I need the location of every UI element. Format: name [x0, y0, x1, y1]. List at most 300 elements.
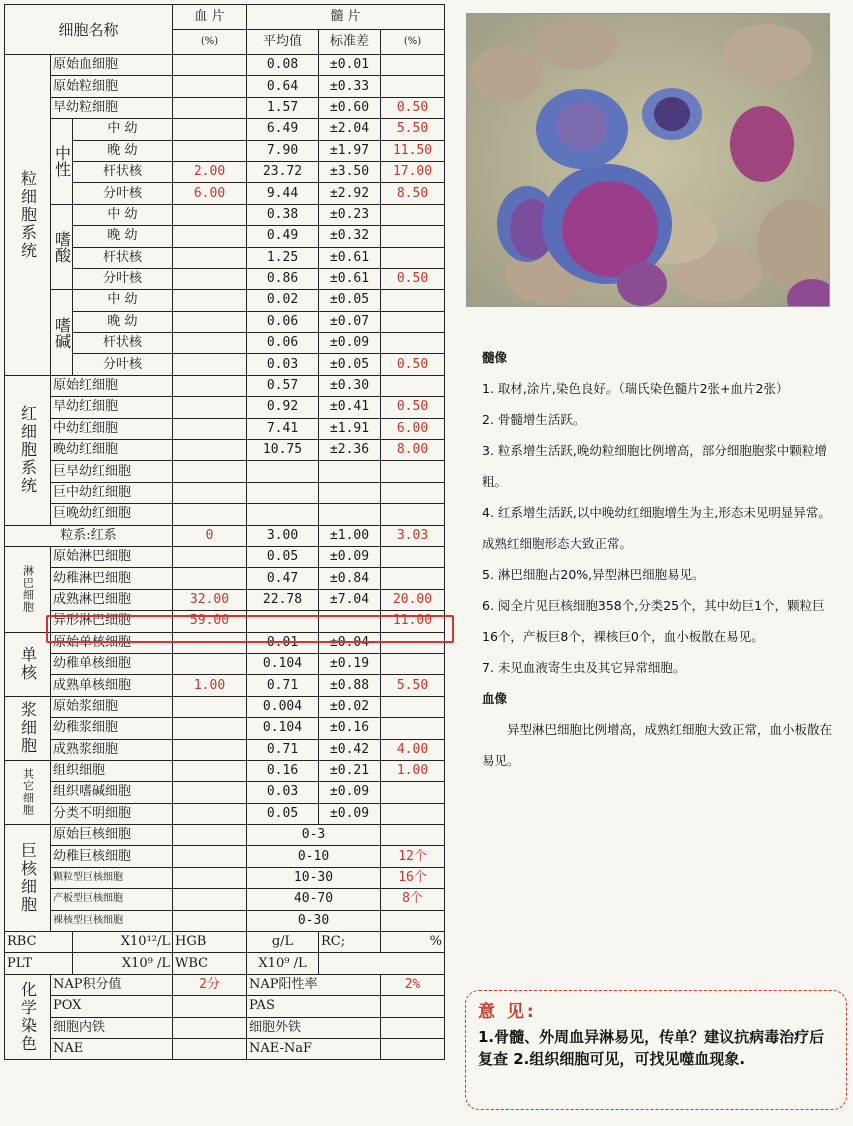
opinion-body: 1.骨髓、外周血异淋易见，传单？建议抗病毒治疗后复查 2.组织细胞可见，可找见噬血现象.: [478, 1028, 825, 1068]
marrow-pct-value: 6.00: [381, 418, 445, 439]
blood-pct-value: 32.00: [173, 589, 247, 610]
marrow-pct-value: [381, 568, 445, 589]
marrow-pct-value: 0.50: [381, 97, 445, 118]
marrow-pct-value: 1.00: [381, 760, 445, 781]
sd-value: ±0.32: [319, 226, 381, 247]
sd-value: ±0.61: [319, 247, 381, 268]
mean-value: 0.16: [247, 760, 319, 781]
mean-value: 0.47: [247, 568, 319, 589]
cell-name: 巨晚幼红细胞: [51, 504, 173, 525]
table-row: [5, 675, 445, 696]
cell-name: 异形淋巴细胞: [51, 611, 173, 632]
lab-info-row: [5, 932, 445, 953]
stain-name: 细胞内铁: [51, 1017, 173, 1038]
table-row: [5, 739, 445, 760]
table-row: [5, 461, 445, 482]
mean-value: 0.03: [247, 354, 319, 375]
marrow-pct-value: [381, 76, 445, 97]
mean-value: 0.03: [247, 782, 319, 803]
blood-findings-title: 血像: [482, 691, 508, 706]
blood-pct-value: [173, 354, 247, 375]
marrow-pct-value: 3.03: [381, 525, 445, 546]
mean-value: 7.90: [247, 140, 319, 161]
table-row: [5, 889, 445, 910]
group-label-granulocyte: 粒细胞系统: [5, 55, 51, 376]
sd-value: ±0.41: [319, 397, 381, 418]
stain-value: [381, 1038, 445, 1059]
sd-value: ±0.88: [319, 675, 381, 696]
blood-pct-value: [173, 696, 247, 717]
cell-name: 巨早幼红细胞: [51, 461, 173, 482]
cell-name: 中幼红细胞: [51, 418, 173, 439]
sd-value: ±1.00: [319, 525, 381, 546]
marrow-finding-4: 4. 红系增生活跃,以中晚幼红细胞增生为主,形态未见明显异常。成熟红细胞形态大致正常。: [482, 505, 831, 551]
sd-value: ±2.04: [319, 119, 381, 140]
table-row: [5, 825, 445, 846]
mean-value: 0.49: [247, 226, 319, 247]
blood-pct-value: [173, 739, 247, 760]
blood-pct-value: [173, 397, 247, 418]
blood-pct-value: [173, 867, 247, 888]
blood-pct-value: [173, 226, 247, 247]
cell-name: 幼稚淋巴细胞: [51, 568, 173, 589]
mean-value: 7.41: [247, 418, 319, 439]
lab-unit: X10⁹ /L: [73, 953, 173, 974]
mean-value: 0.71: [247, 739, 319, 760]
marrow-finding-2: 2. 骨髓增生活跃。: [482, 412, 586, 427]
mean-value: 0.64: [247, 76, 319, 97]
chem-stain-row: [5, 1038, 445, 1059]
stain-value: 2%: [381, 974, 445, 995]
marrow-pct-value: [381, 204, 445, 225]
chem-stain-label: 化学染色: [5, 974, 51, 1060]
cell-name: 原始血细胞: [51, 55, 173, 76]
marrow-pct-value: [381, 504, 445, 525]
sd-value: [319, 611, 381, 632]
stain-name: NAP积分值: [51, 974, 173, 995]
marrow-pct-value: 20.00: [381, 589, 445, 610]
blood-pct-value: [173, 119, 247, 140]
group-label-plasma: 浆细胞: [5, 696, 51, 760]
sd-value: ±0.09: [319, 782, 381, 803]
mean-value: 0.004: [247, 696, 319, 717]
marrow-pct-value: 11.50: [381, 140, 445, 161]
marrow-pct-value: [381, 653, 445, 674]
chem-stain-row: [5, 974, 445, 995]
header-sd: 标准差: [319, 30, 381, 55]
blood-pct-value: [173, 268, 247, 289]
cell-name: 中 幼: [73, 204, 173, 225]
lab-unit: X10¹²/L: [73, 932, 173, 953]
cell-name: 晚幼红细胞: [51, 440, 173, 461]
cell-name: 分类不明细胞: [51, 803, 173, 824]
stain-name: 细胞外铁: [247, 1017, 381, 1038]
sd-value: ±0.30: [319, 375, 381, 396]
group-label-mega: 巨核细胞: [5, 825, 51, 932]
marrow-count-table: [4, 4, 445, 1060]
reference-range: 0-30: [247, 910, 381, 931]
sd-value: ±0.04: [319, 632, 381, 653]
cell-name: 原始淋巴细胞: [51, 546, 173, 567]
stain-value: [173, 1017, 247, 1038]
sd-value: ±0.09: [319, 333, 381, 354]
sd-value: ±0.09: [319, 803, 381, 824]
header-mean: 平均值: [247, 30, 319, 55]
mean-value: [247, 611, 319, 632]
blood-pct-value: [173, 782, 247, 803]
sd-value: ±0.09: [319, 546, 381, 567]
marrow-pct-value: 17.00: [381, 161, 445, 182]
mean-value: 0.02: [247, 290, 319, 311]
cell-name: 原始粒细胞: [51, 76, 173, 97]
report-notes: [482, 342, 837, 776]
blood-pct-value: 6.00: [173, 183, 247, 204]
blood-pct-value: [173, 803, 247, 824]
lab-info-row: [5, 953, 445, 974]
table-row: [5, 76, 445, 97]
marrow-finding-5: 5. 淋巴细胞占20%,异型淋巴细胞易见。: [482, 567, 705, 582]
marrow-pct-value: [381, 226, 445, 247]
mean-value: 9.44: [247, 183, 319, 204]
table-row: [5, 204, 445, 225]
marrow-finding-3: 3. 粒系增生活跃,晚幼粒细胞比例增高，部分细胞胞浆中颗粒增粗。: [482, 443, 827, 489]
marrow-pct-value: [381, 290, 445, 311]
cell-name: 组织细胞: [51, 760, 173, 781]
stain-value: [173, 996, 247, 1017]
blood-pct-value: [173, 461, 247, 482]
subgroup-label-basophil: 嗜碱: [51, 290, 73, 376]
marrow-pct-value: [381, 718, 445, 739]
stain-name: NAP阳性率: [247, 974, 381, 995]
opinion-box: [465, 990, 847, 1110]
mean-value: 0.57: [247, 375, 319, 396]
sd-value: ±0.61: [319, 268, 381, 289]
sd-value: ±0.21: [319, 760, 381, 781]
header-marrow-smear: 髓 片: [247, 5, 445, 30]
mean-value: 10.75: [247, 440, 319, 461]
table-row: [5, 867, 445, 888]
header-blood-pct: (%): [173, 30, 247, 55]
stain-value: [381, 1017, 445, 1038]
marrow-pct-value: 8个: [381, 889, 445, 910]
marrow-pct-value: 0.50: [381, 268, 445, 289]
sd-value: [319, 504, 381, 525]
marrow-pct-value: 4.00: [381, 739, 445, 760]
marrow-pct-value: 11.00: [381, 611, 445, 632]
blood-pct-value: [173, 910, 247, 931]
mean-value: 23.72: [247, 161, 319, 182]
stain-name: PAS: [247, 996, 381, 1017]
marrow-pct-value: [381, 482, 445, 503]
table-row: [5, 803, 445, 824]
table-row: [5, 546, 445, 567]
mean-value: 0.38: [247, 204, 319, 225]
sd-value: ±0.19: [319, 653, 381, 674]
cell-name: 晚 幼: [73, 140, 173, 161]
blood-pct-value: 0: [173, 525, 247, 546]
cell-name: 成熟淋巴细胞: [51, 589, 173, 610]
header-cell-name: 细胞名称: [5, 5, 173, 55]
marrow-pct-value: [381, 311, 445, 332]
cell-name: 成熟单核细胞: [51, 675, 173, 696]
blood-pct-value: [173, 375, 247, 396]
blood-pct-value: [173, 97, 247, 118]
marrow-pct-value: [381, 55, 445, 76]
blood-pct-value: [173, 825, 247, 846]
cell-name: 晚 幼: [73, 226, 173, 247]
blood-pct-value: [173, 440, 247, 461]
empty-cell: [319, 953, 445, 974]
marrow-pct-value: [381, 546, 445, 567]
table-row: [5, 397, 445, 418]
stain-name: POX: [51, 996, 173, 1017]
opinion-title: 意 见:: [478, 1002, 537, 1022]
reference-range: 0-3: [247, 825, 381, 846]
blood-pct-value: [173, 504, 247, 525]
group-label-lymph: 淋巴细胞: [5, 546, 51, 632]
cell-name: 中 幼: [73, 290, 173, 311]
cell-name: 裸核型巨核细胞: [51, 910, 173, 931]
mean-value: 22.78: [247, 589, 319, 610]
blood-pct-value: [173, 718, 247, 739]
blood-pct-value: [173, 76, 247, 97]
cell-name: 早幼红细胞: [51, 397, 173, 418]
cell-name: 晚 幼: [73, 311, 173, 332]
table-row: [5, 718, 445, 739]
table-row: [5, 782, 445, 803]
sd-value: ±0.84: [319, 568, 381, 589]
table-row: [5, 482, 445, 503]
cell-name: 分叶核: [73, 354, 173, 375]
stain-value: [381, 996, 445, 1017]
sd-value: ±0.05: [319, 290, 381, 311]
table-row: [5, 440, 445, 461]
blood-pct-value: [173, 247, 247, 268]
marrow-pct-value: 12个: [381, 846, 445, 867]
marrow-finding-6: 6. 阅全片见巨核细胞358个,分类25个，其中幼巨1个，颗粒巨16个，产板巨8个，裸核巨0个，血小板散在易见。: [482, 598, 825, 644]
cell-name: 颗粒型巨核细胞: [51, 867, 173, 888]
table-row: [5, 910, 445, 931]
sd-value: ±0.33: [319, 76, 381, 97]
marrow-pct-value: [381, 247, 445, 268]
cell-name: 幼稚巨核细胞: [51, 846, 173, 867]
blood-pct-value: 1.00: [173, 675, 247, 696]
sd-value: ±3.50: [319, 161, 381, 182]
mean-value: 0.104: [247, 718, 319, 739]
marrow-pct-value: [381, 803, 445, 824]
cell-name: 原始巨核细胞: [51, 825, 173, 846]
mean-value: 0.06: [247, 333, 319, 354]
cell-name: 组织嗜碱细胞: [51, 782, 173, 803]
stain-name: NAE-NaF: [247, 1038, 381, 1059]
mean-value: 0.92: [247, 397, 319, 418]
blood-pct-value: 2.00: [173, 161, 247, 182]
sd-value: ±2.36: [319, 440, 381, 461]
marrow-pct-value: [381, 782, 445, 803]
mean-value: 0.05: [247, 546, 319, 567]
blood-pct-value: [173, 546, 247, 567]
marrow-pct-value: 0.50: [381, 354, 445, 375]
marrow-pct-value: 16个: [381, 867, 445, 888]
lab-label: RC;: [319, 932, 381, 953]
mean-value: 1.57: [247, 97, 319, 118]
blood-pct-value: [173, 482, 247, 503]
table-row: [5, 525, 445, 546]
header-blood-smear: 血 片: [173, 5, 247, 30]
mean-value: 0.06: [247, 311, 319, 332]
chem-stain-row: [5, 996, 445, 1017]
blood-pct-value: [173, 204, 247, 225]
lab-unit: %: [381, 932, 445, 953]
sd-value: ±0.16: [319, 718, 381, 739]
group-label-erythroid: 红细胞系统: [5, 375, 51, 525]
cell-name: 中 幼: [73, 119, 173, 140]
sd-value: ±7.04: [319, 589, 381, 610]
blood-pct-value: [173, 653, 247, 674]
table-row: [5, 611, 445, 632]
cell-name: 分叶核: [73, 268, 173, 289]
blood-pct-value: [173, 55, 247, 76]
marrow-pct-value: 0.50: [381, 397, 445, 418]
marrow-pct-value: 8.00: [381, 440, 445, 461]
lab-label: RBC: [5, 932, 73, 953]
group-label-other: 其它细胞: [5, 760, 51, 824]
sd-value: ±0.02: [319, 696, 381, 717]
mean-value: 0.01: [247, 632, 319, 653]
marrow-finding-1: 1. 取材,涂片,染色良好。（瑞氏染色髓片2张+血片2张）: [482, 381, 789, 396]
chem-stain-row: [5, 1017, 445, 1038]
table-row: [5, 632, 445, 653]
marrow-pct-value: [381, 910, 445, 931]
micrograph-image: [467, 14, 829, 306]
table-row: [5, 653, 445, 674]
table-row: [5, 568, 445, 589]
sd-value: ±0.07: [319, 311, 381, 332]
table-row: [5, 290, 445, 311]
cell-name: 幼稚单核细胞: [51, 653, 173, 674]
reference-range: 40-70: [247, 889, 381, 910]
lab-unit: g/L: [247, 932, 319, 953]
cell-name: 原始红细胞: [51, 375, 173, 396]
sd-value: [319, 461, 381, 482]
mean-value: 0.05: [247, 803, 319, 824]
bone-marrow-micrograph: [466, 13, 830, 307]
sd-value: ±0.05: [319, 354, 381, 375]
marrow-pct-value: 5.50: [381, 675, 445, 696]
sd-value: ±2.92: [319, 183, 381, 204]
mean-value: 3.00: [247, 525, 319, 546]
stain-name: NAE: [51, 1038, 173, 1059]
mean-value: [247, 482, 319, 503]
header-marrow-pct: (%): [381, 30, 445, 55]
mean-value: 6.49: [247, 119, 319, 140]
table-row: [5, 589, 445, 610]
table-row: [5, 55, 445, 76]
cell-name: 幼稚浆细胞: [51, 718, 173, 739]
table-row: [5, 375, 445, 396]
sd-value: ±0.01: [319, 55, 381, 76]
sd-value: ±0.42: [319, 739, 381, 760]
table-row: [5, 418, 445, 439]
blood-pct-value: [173, 632, 247, 653]
cell-name: 杆状核: [73, 247, 173, 268]
subgroup-label-eosinophil: 嗜酸: [51, 204, 73, 290]
marrow-pct-value: 5.50: [381, 119, 445, 140]
marrow-pct-value: [381, 333, 445, 354]
marrow-pct-value: [381, 825, 445, 846]
blood-pct-value: [173, 889, 247, 910]
cell-name: 巨中幼红细胞: [51, 482, 173, 503]
reference-range: 0-10: [247, 846, 381, 867]
sd-value: [319, 482, 381, 503]
table-row: [5, 760, 445, 781]
sd-value: ±0.23: [319, 204, 381, 225]
cell-name: 原始单核细胞: [51, 632, 173, 653]
lab-label: HGB: [173, 932, 247, 953]
mean-value: 0.86: [247, 268, 319, 289]
lab-unit: X10⁹ /L: [247, 953, 319, 974]
blood-pct-value: [173, 333, 247, 354]
cell-name: 成熟浆细胞: [51, 739, 173, 760]
mean-value: 0.08: [247, 55, 319, 76]
ratio-label: 粒系:红系: [5, 525, 173, 546]
mean-value: 0.104: [247, 653, 319, 674]
mean-value: [247, 461, 319, 482]
blood-finding: 异型淋巴细胞比例增高，成熟红细胞大致正常，血小板散在易见。: [482, 722, 833, 768]
lab-label: WBC: [173, 953, 247, 974]
blood-pct-value: [173, 760, 247, 781]
stain-value: 2分: [173, 974, 247, 995]
sd-value: ±1.91: [319, 418, 381, 439]
cell-name: 原始浆细胞: [51, 696, 173, 717]
marrow-pct-value: 8.50: [381, 183, 445, 204]
stain-value: [173, 1038, 247, 1059]
table-row: [5, 97, 445, 118]
marrow-finding-7: 7. 未见血液寄生虫及其它异常细胞。: [482, 660, 686, 675]
marrow-pct-value: [381, 375, 445, 396]
blood-pct-value: [173, 418, 247, 439]
marrow-pct-value: [381, 696, 445, 717]
blood-pct-value: [173, 311, 247, 332]
blood-pct-value: [173, 846, 247, 867]
table-row: [5, 846, 445, 867]
marrow-pct-value: [381, 632, 445, 653]
group-label-mono: 单核: [5, 632, 51, 696]
marrow-findings-title: 髓像: [482, 350, 508, 365]
cell-name: 杆状核: [73, 333, 173, 354]
reference-range: 10-30: [247, 867, 381, 888]
table-row: [5, 119, 445, 140]
cell-name: 杆状核: [73, 161, 173, 182]
table-row: [5, 504, 445, 525]
cell-name: 分叶核: [73, 183, 173, 204]
lab-label: PLT: [5, 953, 73, 974]
blood-pct-value: [173, 568, 247, 589]
subgroup-label-neutrophil: 中性: [51, 119, 73, 205]
mean-value: 1.25: [247, 247, 319, 268]
blood-pct-value: [173, 140, 247, 161]
cell-name: 产板型巨核细胞: [51, 889, 173, 910]
marrow-pct-value: [381, 461, 445, 482]
table-row: [5, 696, 445, 717]
sd-value: ±1.97: [319, 140, 381, 161]
sd-value: ±0.60: [319, 97, 381, 118]
mean-value: [247, 504, 319, 525]
blood-pct-value: [173, 290, 247, 311]
blood-pct-value: 59.00: [173, 611, 247, 632]
mean-value: 0.71: [247, 675, 319, 696]
cell-name: 早幼粒细胞: [51, 97, 173, 118]
